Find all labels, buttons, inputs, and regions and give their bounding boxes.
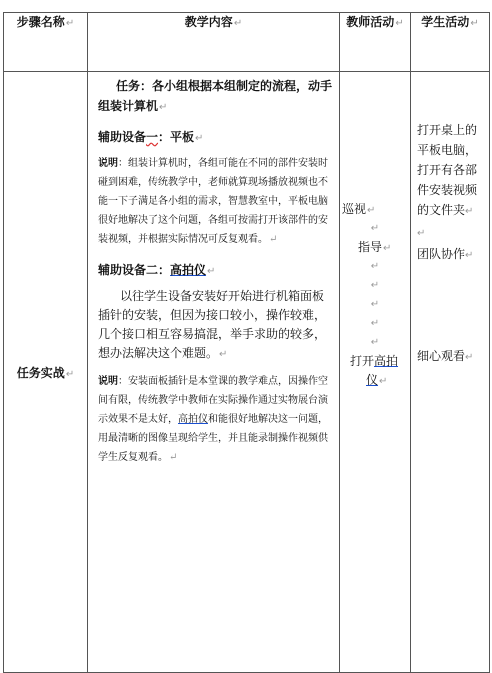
paragraph-mark: ↵ <box>269 234 278 245</box>
teacher-line3-prefix: 打开 <box>350 354 375 368</box>
student-line2-text: 团队协作 <box>417 247 466 261</box>
device2-title <box>98 261 335 281</box>
header-step-name <box>4 13 88 72</box>
student-gap <box>417 306 485 326</box>
device2-title-emph: 高拍仪 <box>170 263 207 277</box>
paragraph-mark: ↵ <box>65 18 75 29</box>
note2-emph: 高拍仪 <box>178 414 208 425</box>
paragraph-mark: ↵ <box>367 205 376 216</box>
task-text: 任务：各小组根据本组制定的流程，动手组装计算机 <box>98 79 333 113</box>
paragraph-mark: ↵ <box>395 18 404 29</box>
teacher-blank <box>340 295 410 314</box>
teacher-line4: 仪 <box>366 373 379 387</box>
note2-label: 说明 <box>98 376 118 387</box>
paragraph-mark: ↵ <box>383 243 392 254</box>
header-step-name-text: 步骤名称 <box>16 15 65 29</box>
note1-text: ：组装计算机时，各组可能在不同的部件安装时碰到困难，传统教学中，老师就算现场播放视频也不能一下子满足各小组的需求，智慧教室中，平板电脑很好地解决了这个问题，各组可按需打开该部件的安装视频，并根据实际情况可反复观看。 <box>98 158 328 245</box>
paragraph-mark: ↵ <box>465 206 474 217</box>
table-header-row <box>4 13 490 72</box>
student-line1 <box>417 120 485 222</box>
student-gap <box>417 286 485 306</box>
header-student-activity-text: 学生活动 <box>421 15 470 29</box>
paragraph-mark: ↵ <box>370 261 380 272</box>
teacher-line <box>340 371 410 390</box>
paragraph-mark: ↵ <box>370 280 380 291</box>
paragraph-mark: ↵ <box>233 18 243 29</box>
paragraph-mark: ↵ <box>219 349 228 360</box>
paragraph-mark: ↵ <box>370 299 380 310</box>
student-line2 <box>417 244 485 266</box>
teacher-blank <box>340 314 410 333</box>
student-line3 <box>417 346 485 368</box>
note1 <box>98 154 335 249</box>
device1-title-emph: 一 <box>146 130 159 144</box>
device1-title-suffix: ：平板 <box>158 130 195 144</box>
teacher-line3-emph: 高拍 <box>374 354 399 368</box>
student-line3-text: 细心观看 <box>417 349 466 363</box>
device2-paragraph-text: 以往学生设备安装好开始进行机箱面板插针的安装，但因为接口较小，操作较难，几个接口相互容易搞混，举手求助的较多，想办法解决这个难题。 <box>98 289 327 360</box>
teacher-line <box>340 200 410 219</box>
paragraph-mark: ↵ <box>417 228 426 239</box>
paragraph-mark: ↵ <box>207 266 216 277</box>
device1-title <box>98 128 335 148</box>
note2-text-a: ：安装面板插针是本堂课的教学难点，因操作空间有限，传统教学中教师在实际操作通过实物展台演示效果不是太好， <box>98 376 328 425</box>
device2-paragraph <box>98 287 335 364</box>
teacher-activity-cell <box>340 72 411 673</box>
header-teaching-content-text: 教学内容 <box>184 15 233 29</box>
step-cell <box>4 72 88 673</box>
device1-title-prefix: 辅助设备 <box>98 130 147 144</box>
header-student-activity <box>411 13 490 72</box>
teacher-blank <box>340 333 410 352</box>
teacher-blank <box>340 257 410 276</box>
teacher-blank <box>340 276 410 295</box>
header-teacher-activity-text: 教师活动 <box>346 15 395 29</box>
note2 <box>98 372 335 467</box>
paragraph-mark: ↵ <box>159 102 168 113</box>
task-line <box>98 76 335 118</box>
paragraph-mark: ↵ <box>465 250 474 261</box>
teacher-blank <box>340 219 410 238</box>
teacher-line <box>340 238 410 257</box>
note2-text-b: 和能很好地解决这一问题，用最清晰的图像呈现给学生，并且能录制操作视频供学生反复观看。 <box>98 414 328 463</box>
paragraph-mark: ↵ <box>465 352 474 363</box>
content-cell <box>88 72 340 673</box>
paragraph-mark: ↵ <box>379 376 388 387</box>
paragraph-mark: ↵ <box>195 133 204 144</box>
student-blank <box>417 222 485 244</box>
header-teacher-activity <box>340 13 411 72</box>
teacher-line2: 指导 <box>358 240 383 254</box>
note1-label: 说明 <box>98 158 118 169</box>
table-row <box>4 72 490 673</box>
lesson-plan-table <box>3 12 490 673</box>
paragraph-mark: ↵ <box>470 18 479 29</box>
teacher-line <box>340 352 410 371</box>
device2-title-prefix: 辅助设备二： <box>98 263 171 277</box>
paragraph-mark: ↵ <box>169 452 178 463</box>
paragraph-mark: ↵ <box>370 337 380 348</box>
paragraph-mark: ↵ <box>65 368 75 380</box>
student-gap <box>417 326 485 346</box>
header-teaching-content <box>88 13 340 72</box>
step-name: 任务实战 <box>16 365 65 380</box>
paragraph-mark: ↵ <box>370 318 380 329</box>
student-line1-text: 打开桌上的平板电脑，打开有各部件安装视频的文件夹 <box>417 123 478 217</box>
student-gap <box>417 266 485 286</box>
student-activity-cell <box>411 72 490 673</box>
paragraph-mark: ↵ <box>370 223 380 234</box>
teacher-line1: 巡视 <box>342 202 367 216</box>
